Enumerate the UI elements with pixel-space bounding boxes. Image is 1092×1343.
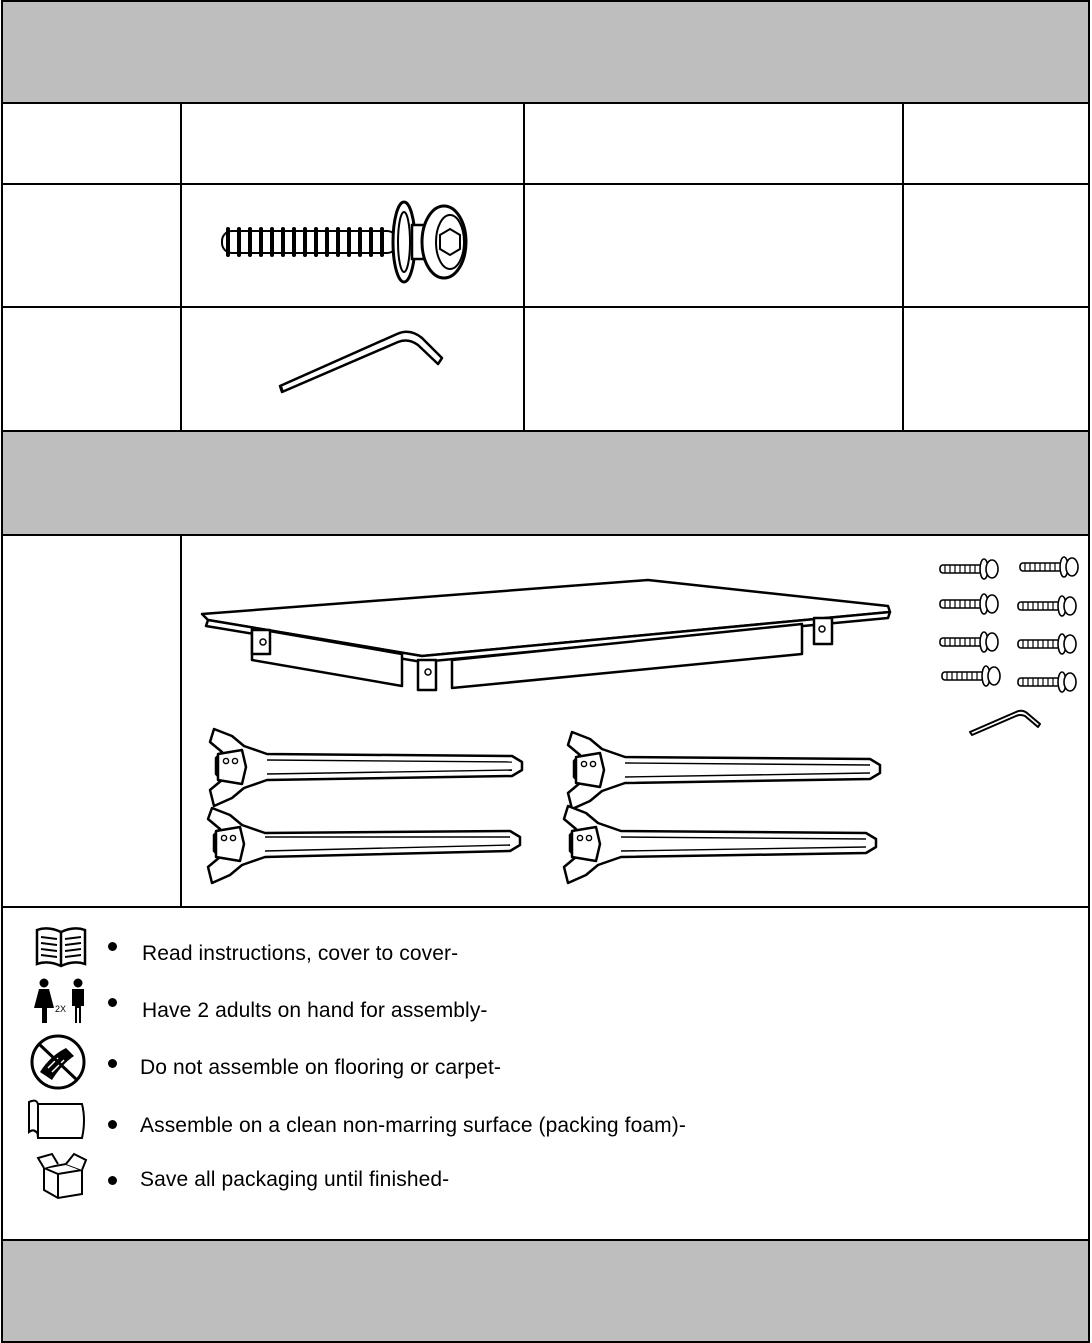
prep-item-text: Save all packaging until finished-	[140, 1168, 450, 1191]
bullet	[108, 1059, 117, 1068]
no-carpet-icon	[28, 1034, 88, 1090]
prep-item-text: Read instructions, cover to cover-	[142, 942, 459, 965]
bullet	[108, 998, 117, 1007]
box-icon	[36, 1150, 88, 1200]
footer-bar	[1, 1239, 1090, 1343]
prep-item-text: Assemble on a clean non-marring surface (packing foam)-	[140, 1114, 686, 1137]
table-row	[182, 185, 522, 305]
book-icon	[34, 924, 88, 970]
list-item	[0, 1034, 1090, 1090]
table-row	[182, 308, 522, 430]
list-item	[0, 1096, 1090, 1146]
bolt-icon	[182, 185, 522, 305]
list-item	[0, 978, 1090, 1028]
contents-illustration	[182, 536, 1088, 906]
bullet	[108, 1176, 117, 1185]
hardware-header-bar	[1, 0, 1090, 104]
prep-item-text: Do not assemble on flooring or carpet-	[140, 1056, 501, 1079]
hardware-table	[1, 102, 1090, 432]
contents-header-bar	[1, 430, 1090, 536]
two-adults-icon	[32, 978, 92, 1024]
allen-key-icon	[182, 308, 522, 430]
two-adults-label: 2X	[55, 1004, 67, 1014]
bullet	[108, 942, 117, 951]
bullet	[108, 1120, 117, 1129]
foam-sheet-icon	[26, 1098, 88, 1142]
prep-item-text: Have 2 adults on hand for assembly-	[142, 999, 488, 1022]
table-parts-icon	[182, 536, 1088, 906]
list-item	[0, 1150, 1090, 1202]
list-item	[0, 922, 1090, 972]
